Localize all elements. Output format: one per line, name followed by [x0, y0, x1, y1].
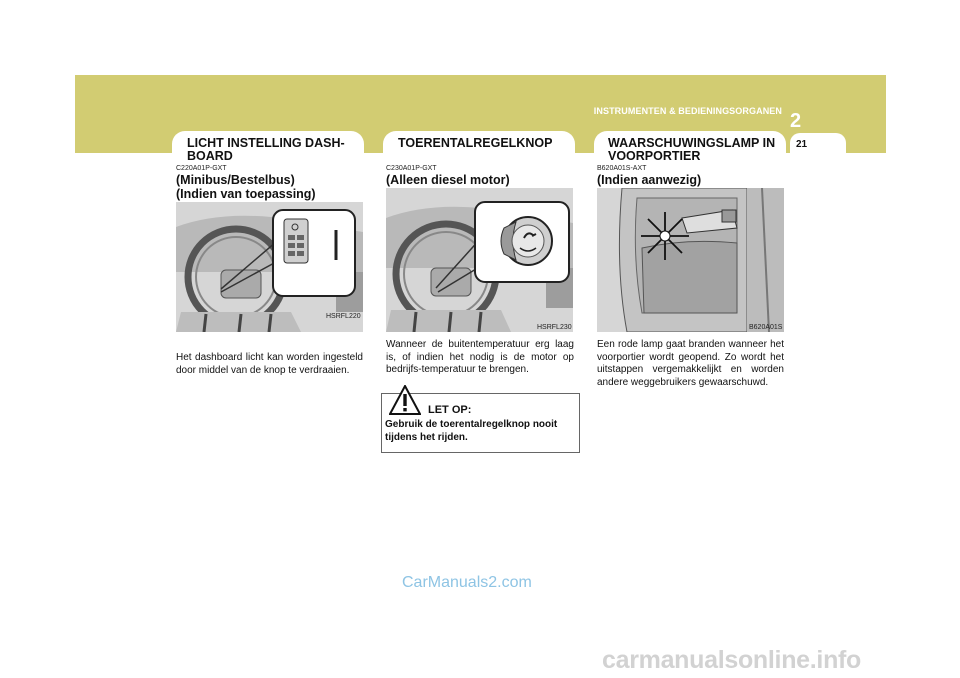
section-subtitle: (Alleen diesel motor) — [386, 173, 510, 187]
chapter-number: 2 — [790, 110, 802, 132]
section-title-door-warning: WAARSCHUWINGSLAMP IN VOORPORTIER — [608, 136, 776, 163]
figure-label: HSRFL230 — [537, 324, 572, 331]
section-body: Het dashboard licht kan worden ingesteld door middel van de knop te verdraaien. — [176, 352, 363, 376]
section-title-idle-control: TOERENTALREGELKNOP — [398, 136, 553, 150]
figure-label: B620A01S — [749, 324, 783, 331]
watermark-carmanuals2[interactable]: CarManuals2.com — [402, 574, 532, 591]
warning-label: LET OP: — [428, 404, 472, 416]
section-subtitle: (Indien aanwezig) — [597, 173, 702, 187]
idle-control-knob-illustration — [386, 188, 573, 332]
section-code: C230A01P-GXT — [386, 165, 437, 172]
section-code: B620A01S-AXT — [597, 165, 647, 172]
section-body: Wanneer de buitentemperatuur erg laag is, of indien het nodig is de motor op bedrijfs-temperatuur te brengen. — [386, 339, 574, 376]
warning-text: Gebruik de toerentalregelknop nooit tijdens het rijden. — [385, 419, 558, 443]
section-title-dashboard-light: LICHT INSTELLING DASH- BOARD — [187, 136, 345, 163]
section-body: Een rode lamp gaat branden wanneer het voorportier wordt geopend. Zo wordt het uitstappen vergemakkelijkt en worden andere weggebruikers gewaarschuwd. — [597, 339, 784, 388]
warning-triangle-icon — [389, 385, 421, 415]
section-code: C220A01P-GXT — [176, 165, 227, 172]
figure-label: HSRFL220 — [326, 313, 361, 320]
page-number: 21 — [796, 139, 808, 150]
footer-watermark: carmanualsonline.info — [602, 646, 862, 674]
door-warning-lamp-illustration — [597, 188, 784, 332]
section-subtitle: (Minibus/Bestelbus) (Indien van toepassing) — [176, 173, 316, 201]
chapter-title: INSTRUMENTEN & BEDIENINGSORGANEN — [593, 106, 782, 116]
